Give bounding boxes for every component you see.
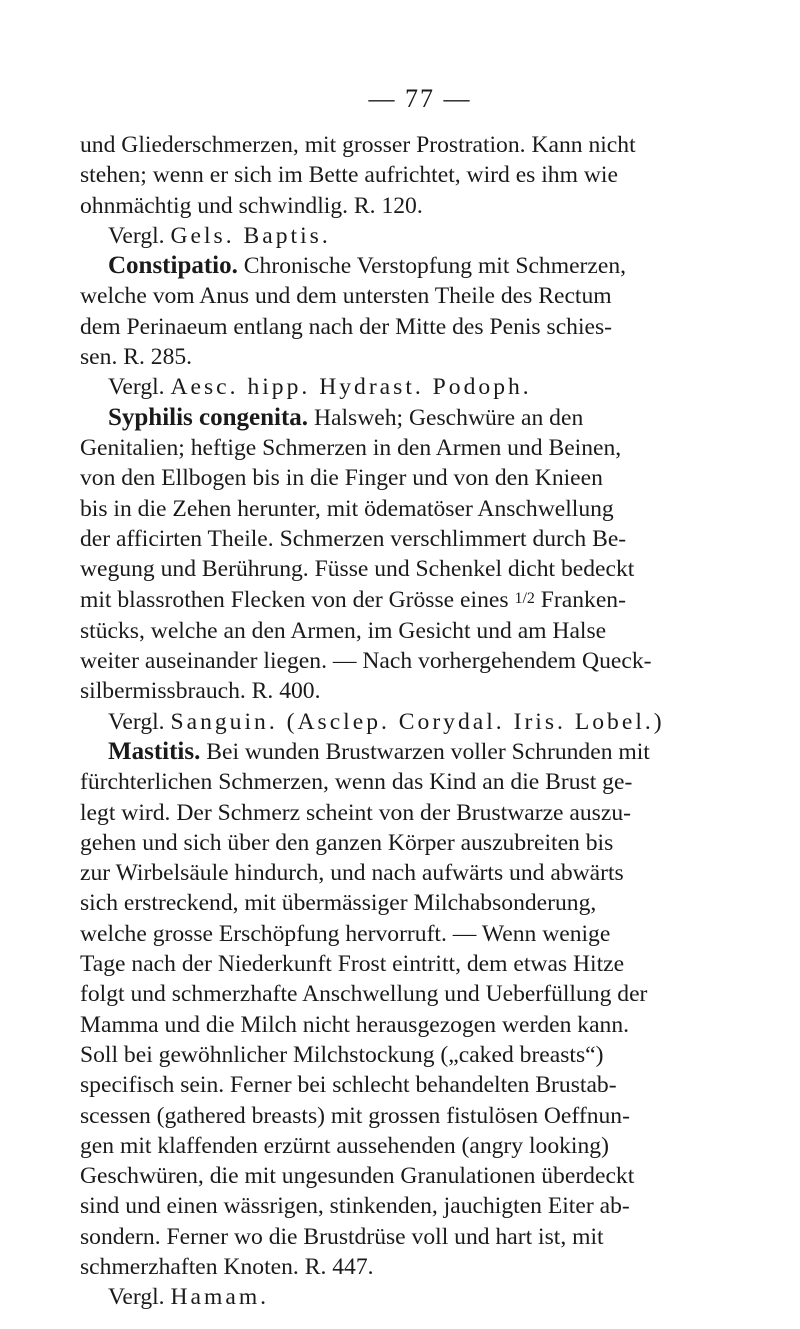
text-line: sind und einen wässrigen, stinkenden, jauchigten Eiter ab- [80,1193,630,1220]
text-line: bis in die Zehen herunter, mit ödematöser Anschwellung [80,495,614,522]
text-line: sich erstreckend, mit übermässiger Milchabsonderung, [80,890,597,917]
text-line: von den Ellbogen bis in die Finger und von den Knieen [80,465,603,492]
cross-reference [80,372,740,402]
text-line: Geschwüren, die mit ungesunden Granulationen überdeckt [80,1163,635,1190]
text-line: gen mit klaffenden erzürnt aussehenden (angry looking) [80,1132,609,1159]
vergl-label: Vergl. [108,708,165,735]
text-line: Genitalien; heftige Schmerzen in den Armen und Beinen, [80,434,622,461]
vergl-label: Vergl. [108,222,165,249]
text-fragment: mit blassrothen Flecken von der Grösse eines [80,587,515,614]
text-line: welche vom Anus und dem untersten Theile des Rectum [80,283,612,310]
text-line: Mamma und die Milch nicht herausgezogen werden kann. [80,1011,630,1038]
vergl-label: Vergl. [108,374,165,401]
text-line: gehen und sich über den ganzen Körper auszubreiten bis [80,829,614,856]
text-line: fürchterlichen Schmerzen, wenn das Kind an die Brust ge- [80,769,633,796]
section-heading-syphilis: Syphilis congenita. [108,403,309,431]
cross-reference [80,221,740,251]
section-heading-constipatio: Constipatio. [108,252,238,280]
text-line: scessen (gathered breasts) mit grossen fistulösen Oeffnun- [80,1102,630,1129]
vergl-label: Vergl. [108,1284,165,1311]
text-line: dem Perinaeum entlang nach der Mitte des Penis schies- [80,313,613,340]
section-first-line [80,737,740,767]
text-line: folgt und schmerzhafte Anschwellung und Ueberfüllung der [80,981,648,1008]
text-fragment: Halsweh; Geschwüre an den [313,404,584,431]
remedy-refs: Sanguin. (Asclep. Corydal. Iris. Lobel.) [170,708,665,735]
text-line: schmerzhaften Knoten. R. 447. [80,1253,374,1280]
text-line: specifisch sein. Ferner bei schlecht behandelten Brustab- [80,1072,617,1099]
cross-reference [80,1282,740,1312]
section-first-line [80,403,740,433]
text-line: stücks, welche an den Armen, im Gesicht und am Halse [80,617,607,644]
text-line: stehen; wenn er sich im Bette aufrichtet, wird es ihm wie [80,162,618,189]
text-line: Soll bei gewöhnlicher Milchstockung („caked breasts“) [80,1041,604,1068]
text-line-with-fraction [80,584,740,615]
text-line: wegung und Berührung. Füsse und Schenkel dicht bedeckt [80,556,635,583]
text-line: welche grosse Erschöpfung hervorruft. — Wenn wenige [80,920,611,947]
remedy-refs: Aesc. hipp. Hydrast. Podoph. [170,374,532,401]
text-line: Tage nach der Niederkunft Frost eintritt, dem etwas Hitze [80,951,625,978]
page-number: — 77 — [368,84,472,113]
cross-reference [80,707,740,737]
fraction: 1/2 [514,590,535,608]
section-heading-mastitis: Mastitis. [108,737,201,765]
text-line: legt wird. Der Schmerz scheint von der Brustwarze auszu- [80,799,631,826]
section-first-line [80,251,740,281]
text-fragment: Bei wunden Brustwarzen voller Schrunden mit [206,738,650,765]
text-line: weiter auseinander liegen. — Nach vorhergehendem Queck- [80,648,652,675]
text-line: silbermissbrauch. R. 400. [80,678,321,705]
text-line: ohnmächtig und schwindlig. R. 120. [80,192,423,219]
remedy-refs: Hamam. [170,1284,270,1311]
remedy-refs: Gels. Baptis. [170,222,331,249]
text-line: sondern. Ferner wo die Brustdrüse voll und hart ist, mit [80,1223,604,1250]
text-line: und Gliederschmerzen, mit grosser Prostration. Kann nicht [80,132,636,158]
text-line: sen. R. 285. [80,344,193,371]
text-fragment: Franken- [534,587,626,614]
text-fragment: Chronische Verstopfung mit Schmerzen, [243,253,627,280]
text-line: zur Wirbelsäule hindurch, und nach aufwärts und abwärts [80,860,624,887]
book-page [80,84,740,1313]
text-line: der afficirten Theile. Schmerzen verschlimmert durch Be- [80,525,627,552]
page-body [80,130,740,1313]
